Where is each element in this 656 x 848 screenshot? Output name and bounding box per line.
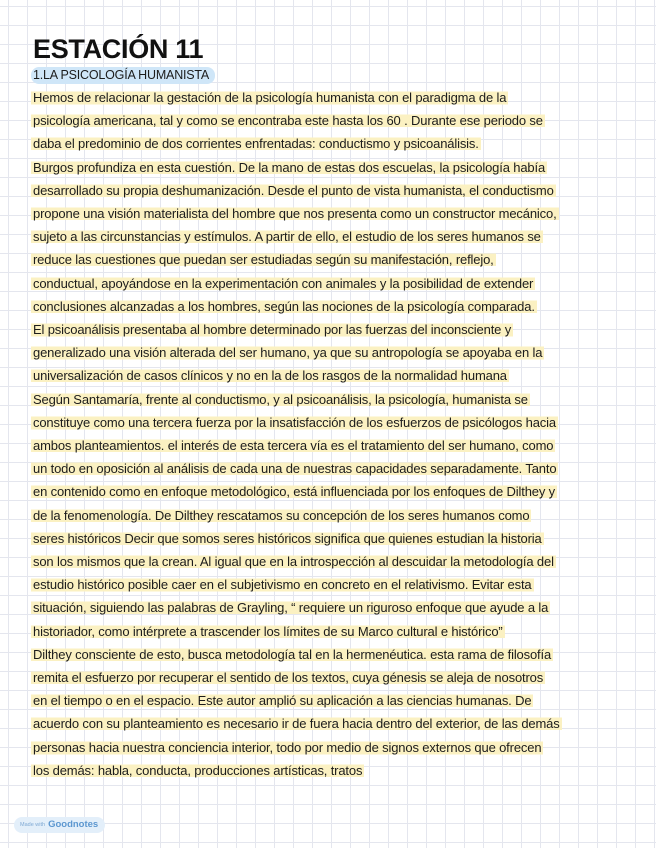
highlighted-text: propone una visión materialista del hombre que nos presenta como un constructor mecánico, (33, 206, 557, 222)
page-title: ESTACIÓN 11 (33, 34, 204, 64)
made-with-label: Made with (20, 822, 46, 828)
text-line (33, 573, 627, 596)
highlighted-text: psicología americana, tal y como se encontraba este hasta los 60 . Durante ese periodo se (33, 113, 543, 129)
highlighted-text: historiador, como intérprete a trascender los límites de su Marco cultural e histórico” (33, 623, 503, 639)
highlighted-text: personas hacia nuestra conciencia interior, todo por medio de signos externos que ofrecen (33, 739, 542, 755)
highlighted-text: estudio histórico posible caer en el subjetivismo en concreto en el relativismo. Evitar esta (33, 577, 532, 593)
text-line (33, 318, 627, 341)
text-line (33, 550, 627, 573)
text-line (33, 712, 627, 735)
text-line (33, 504, 627, 527)
highlighted-text: ambos planteamientos. el interés de esta tercera vía es el tratamiento del ser humano, como (33, 438, 554, 454)
text-line (33, 272, 627, 295)
highlighted-text: conductual, apoyándose en la experimentación con animales y la posibilidad de extender (33, 275, 534, 291)
made-with-goodnotes-badge (14, 817, 105, 833)
text-line (33, 202, 627, 225)
highlighted-text: seres históricos Decir que somos seres históricos significa que quienes estudian la historia (33, 530, 542, 546)
highlighted-text: reduce las cuestiones que puedan ser estudiadas según su manifestación, reflejo, (33, 252, 494, 268)
text-line (33, 434, 627, 457)
highlighted-text: son los mismos que la crean. Al igual que en la introspección al descuidar la metodología del (33, 554, 554, 570)
highlighted-text: conclusiones alcanzadas a los hombres, según las nociones de la psicología comparada. (33, 298, 535, 314)
text-line (33, 364, 627, 387)
highlighted-text: en contenido como en enfoque metodológico, está influenciada por los enfoques de Dilthey y (33, 484, 556, 500)
highlighted-text: desarrollado su propia deshumanización. Desde el punto de vista humanista, el conductismo (33, 182, 554, 198)
highlighted-text: remita el esfuerzo por recuperar el sentido de los textos, cuya génesis se aleja de nosotros (33, 670, 544, 686)
highlighted-text: situación, siguiendo las palabras de Grayling, “ requiere un riguroso enfoque que ayude a la (33, 600, 549, 616)
text-line (33, 457, 627, 480)
highlighted-text: sujeto a las circunstancias y estímulos. A partir de ello, el estudio de los seres humanos se (33, 229, 541, 245)
text-line (33, 341, 627, 364)
text-line (33, 759, 627, 782)
highlighted-text: acuerdo con su planteamiento es necesario ir de fuera hacia dentro del exterior, de las demás (33, 716, 560, 732)
text-line (33, 86, 627, 109)
text-line (33, 411, 627, 434)
text-line (33, 179, 627, 202)
highlighted-text: Según Santamaría, frente al conductismo, y al psicoanálisis, la psicología, humanista se (33, 391, 528, 407)
text-line (33, 527, 627, 550)
highlighted-text: de la fenomenología. De Dilthey rescatamos su concepción de los seres humanos como (33, 507, 530, 523)
section-heading: 1.LA PSICOLOGÍA HUMANISTA (31, 67, 215, 84)
highlighted-text: los demás: habla, conducta, producciones artísticas, tratos (33, 762, 363, 778)
document-page (33, 34, 627, 782)
text-line (33, 736, 627, 759)
text-line (33, 388, 627, 411)
text-line (33, 643, 627, 666)
highlighted-text: generalizado una visión alterada del ser humano, ya que su antropología se apoyaba en la (33, 345, 543, 361)
highlighted-text: Hemos de relacionar la gestación de la psicología humanista con el paradigma de la (33, 90, 507, 105)
text-line (33, 132, 627, 155)
highlighted-text: Burgos profundiza en esta cuestión. De la mano de estas dos escuelas, la psicología había (33, 159, 546, 175)
highlighted-text: constituye como una tercera fuerza por la insatisfacción de los esfuerzos de psicólogos hacia (33, 414, 556, 430)
text-line (33, 248, 627, 271)
goodnotes-brand: Goodnotes (48, 819, 99, 830)
text-line (33, 689, 627, 712)
highlighted-text: daba el predominio de dos corrientes enfrentadas: conductismo y psicoanálisis. (33, 136, 479, 152)
text-line (33, 156, 627, 179)
highlighted-text: El psicoanálisis presentaba al hombre determinado por las fuerzas del inconsciente y (33, 322, 512, 338)
highlighted-text: Dilthey consciente de esto, busca metodología tal en la hermenéutica. esta rama de filosofía (33, 646, 552, 662)
text-line (33, 666, 627, 689)
text-line (33, 295, 627, 318)
text-line (33, 109, 627, 132)
text-line (33, 480, 627, 503)
text-line (33, 620, 627, 643)
highlighted-text: en el tiempo o en el espacio. Este autor amplió su aplicación a las ciencias humanas. De (33, 693, 532, 709)
text-line (33, 596, 627, 619)
highlighted-text: universalización de casos clínicos y no en la de los rasgos de la normalidad humana (33, 368, 507, 384)
text-line (33, 225, 627, 248)
body-text (33, 86, 627, 782)
highlighted-text: un todo en oposición al análisis de cada una de nuestras capacidades separadamente. Tanto (33, 461, 557, 477)
